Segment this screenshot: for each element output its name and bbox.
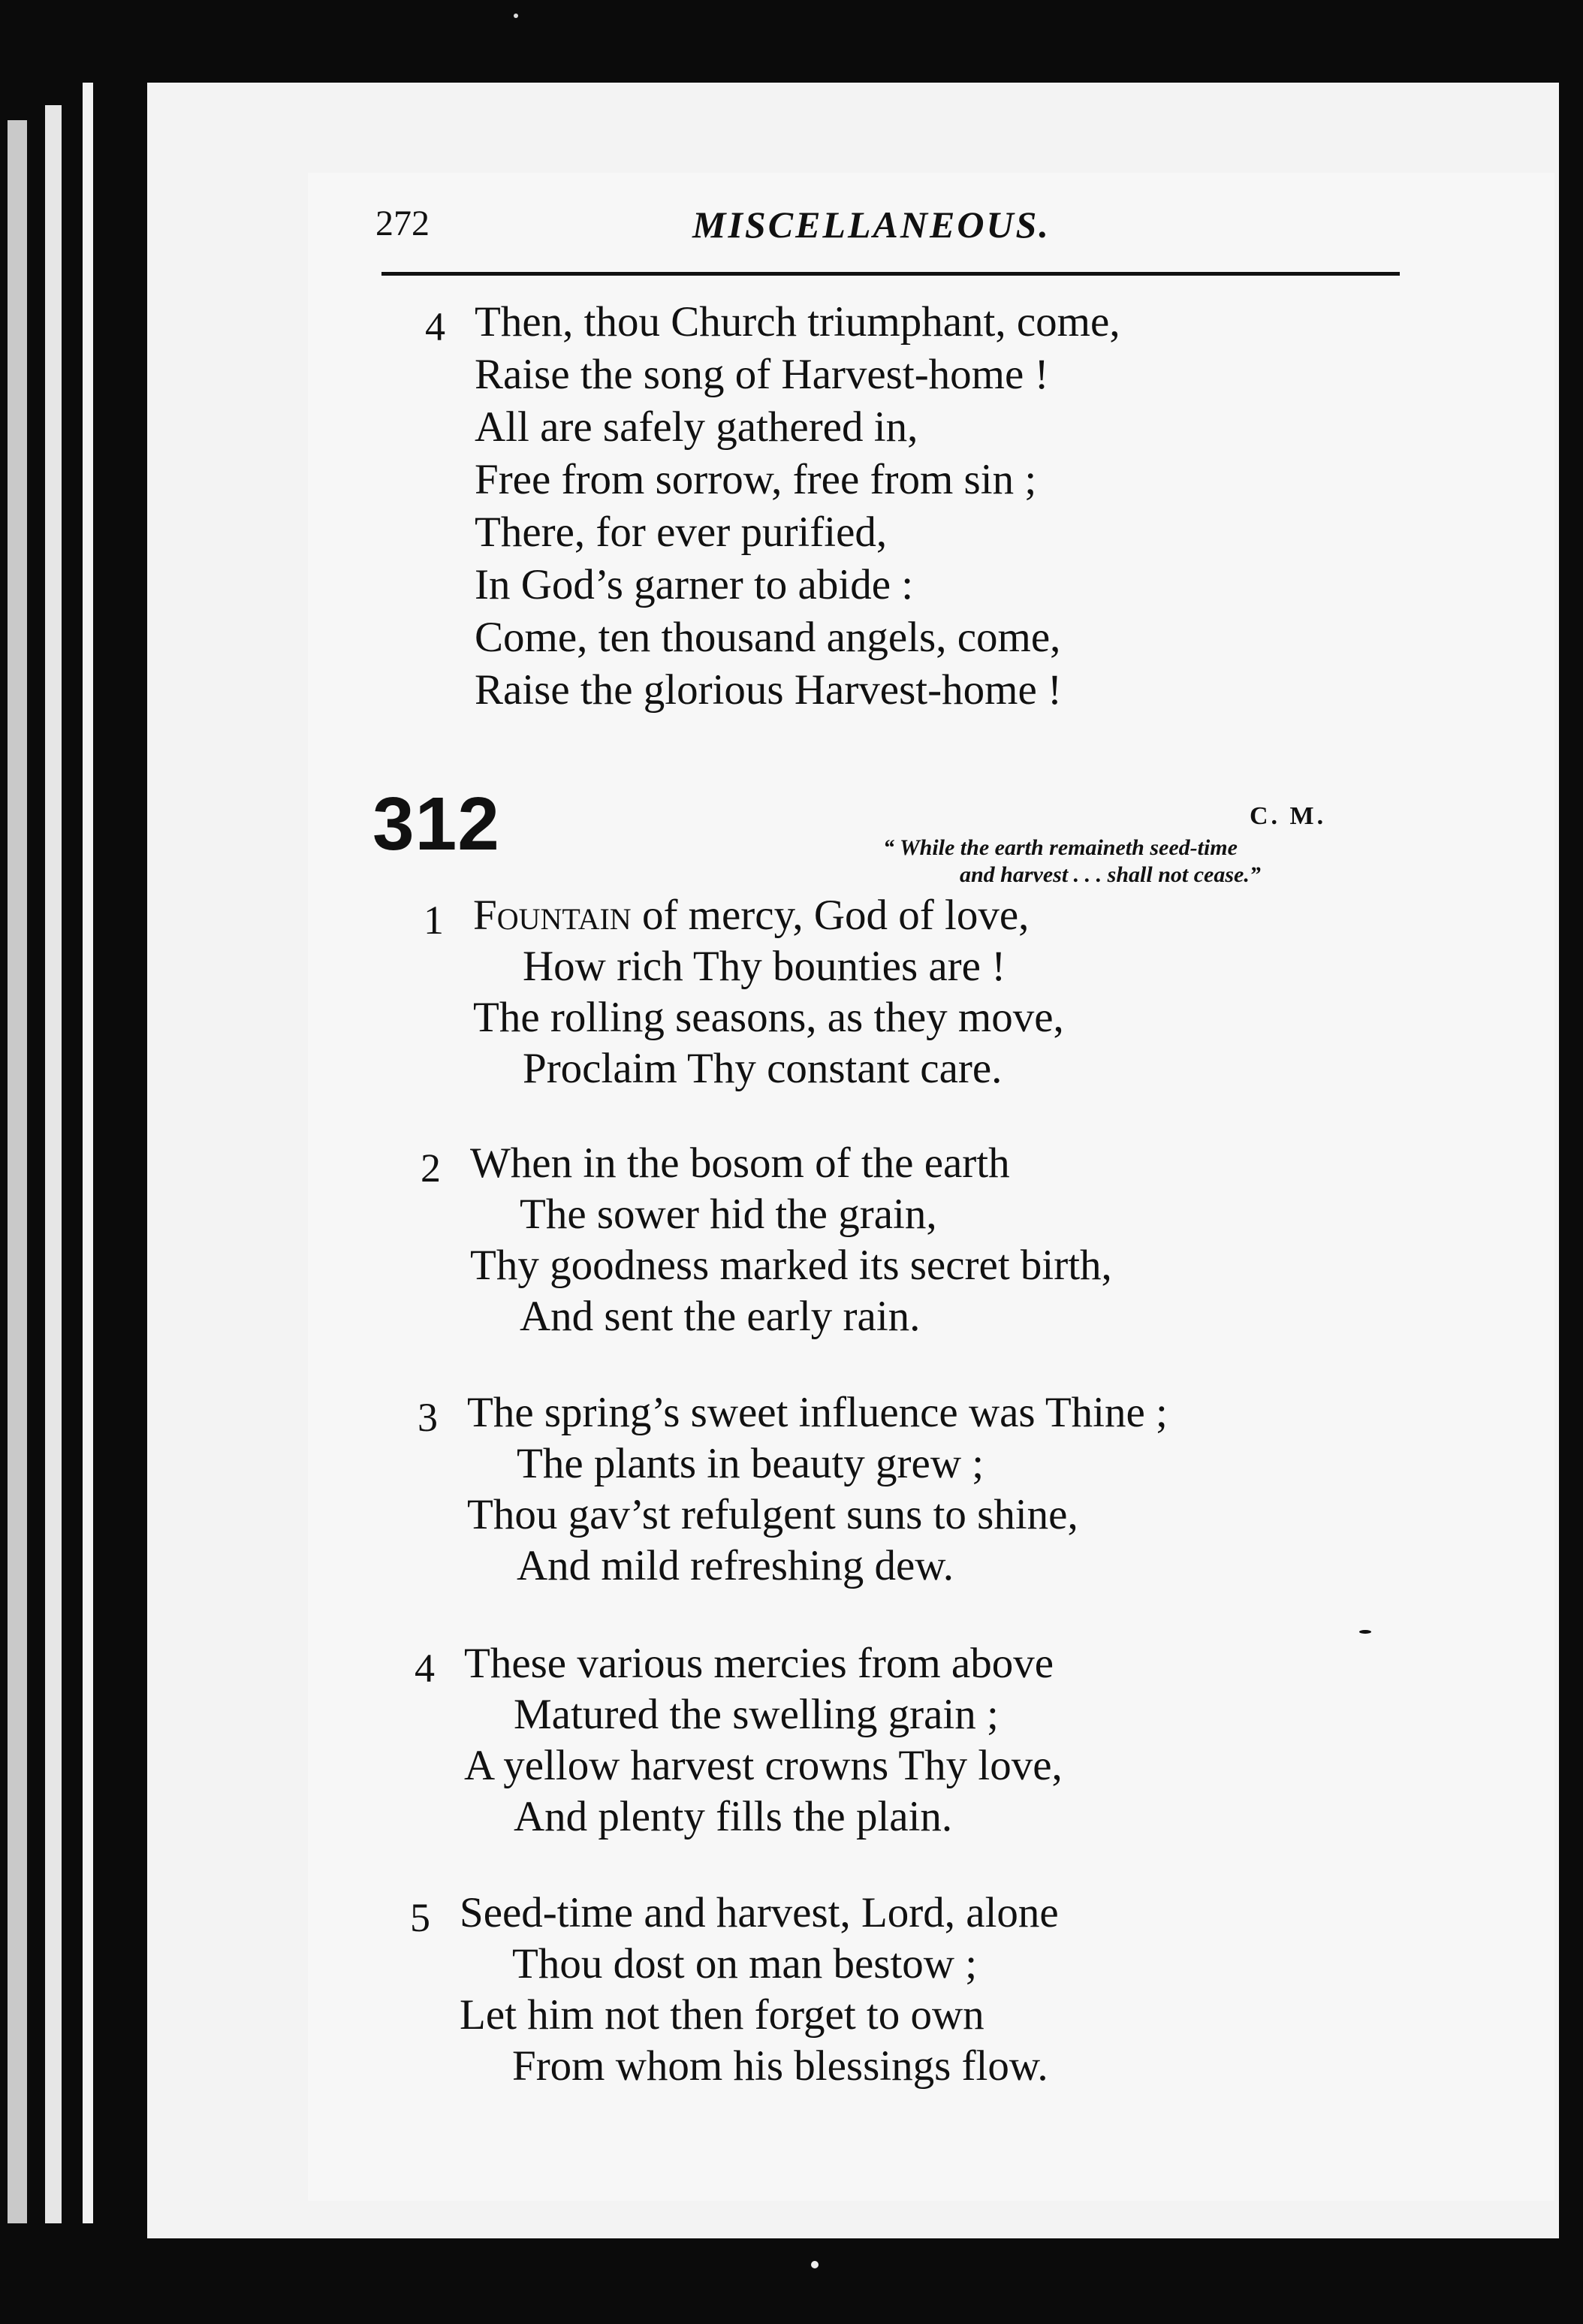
page-edge (8, 120, 27, 2223)
verse-line: The plants in beauty grew ; (517, 1440, 984, 1487)
verse-line: Matured the swelling grain ; (514, 1691, 999, 1738)
verse-line: These various mercies from above (464, 1640, 1054, 1687)
verse-line: How rich Thy bounties are ! (523, 943, 1006, 990)
verse-line: All are safely gathered in, (475, 403, 918, 451)
verse-line: A yellow harvest crowns Thy love, (464, 1742, 1063, 1789)
verse-line: There, for ever purified, (475, 509, 888, 556)
verse-line: And mild refreshing dew. (517, 1542, 954, 1589)
verse-line (473, 894, 1029, 937)
scan-speck (811, 2261, 819, 2268)
verse-line: The spring’s sweet influence was Thine ; (467, 1389, 1168, 1436)
page-edge (83, 83, 93, 2223)
scan-speck (514, 14, 518, 18)
verse-line: The sower hid the grain, (520, 1191, 937, 1238)
verse-line: When in the bosom of the earth (470, 1139, 1010, 1187)
verse-line: Thy goodness marked its secret birth, (470, 1242, 1112, 1289)
verse-line: Raise the song of Harvest-home ! (475, 351, 1049, 398)
header-rule (381, 272, 1400, 276)
hymn-meter: C. M. (1250, 802, 1327, 830)
verse-line: Seed-time and harvest, Lord, alone (460, 1889, 1059, 1936)
hymn-number: 312 (372, 782, 500, 866)
verse-line: Thou gav’st refulgent suns to shine, (467, 1491, 1078, 1538)
verse-line: And plenty fills the plain. (514, 1793, 953, 1840)
verse-line: Let him not then forget to own (460, 1991, 984, 2039)
verse-number: 2 (421, 1145, 441, 1191)
page-number: 272 (375, 204, 430, 243)
verse-line: Raise the glorious Harvest-home ! (475, 666, 1062, 714)
verse-line: In God’s garner to abide : (475, 561, 914, 608)
page-edge (45, 105, 62, 2223)
verse-line: Then, thou Church triumphant, come, (475, 298, 1120, 346)
verse-line: The rolling seasons, as they move, (473, 994, 1064, 1041)
verse-number: 4 (425, 304, 445, 349)
verse-line: Come, ten thousand angels, come, (475, 614, 1061, 661)
verse-line-rest: of mercy, God of love, (631, 892, 1030, 939)
epigraph-line: “ While the earth remaineth seed-time (883, 835, 1238, 860)
verse-first-word: Fountain (473, 892, 632, 939)
verse-line: Free from sorrow, free from sin ; (475, 456, 1037, 503)
verse-line: Thou dost on man bestow ; (512, 1940, 978, 1987)
verse-line: From whom his blessings flow. (512, 2042, 1048, 2090)
scan-speck (1359, 1630, 1371, 1634)
verse-line: Proclaim Thy constant care. (523, 1045, 1003, 1092)
verse-line: And sent the early rain. (520, 1293, 921, 1340)
verse-number: 3 (418, 1395, 438, 1440)
running-head: MISCELLANEOUS. (692, 204, 1051, 246)
verse-number: 1 (424, 898, 444, 943)
epigraph-line: and harvest . . . shall not cease.” (960, 862, 1261, 887)
verse-number: 4 (415, 1646, 435, 1691)
verse-number: 5 (410, 1895, 430, 1940)
